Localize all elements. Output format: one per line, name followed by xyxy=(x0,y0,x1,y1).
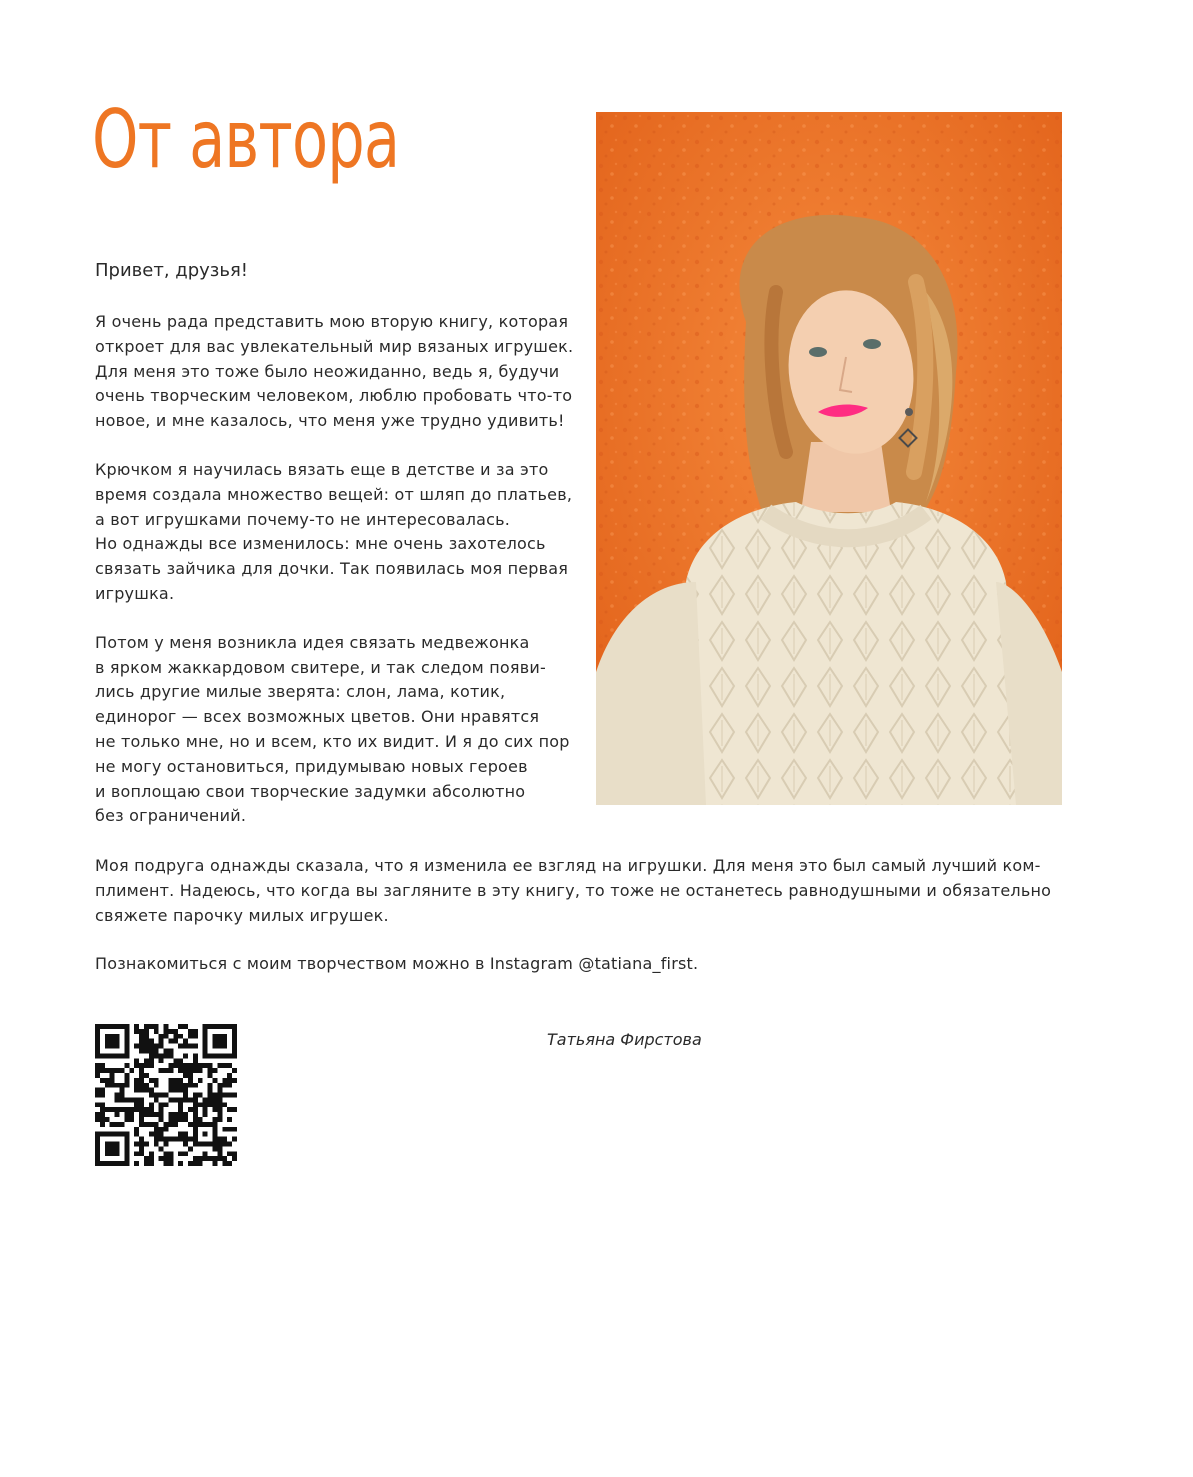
text-line: связать зайчика для дочки. Так появилась моя первая xyxy=(95,559,569,579)
paragraph xyxy=(95,631,575,829)
text-line: Потом у меня возникла идея связать медвежонка xyxy=(95,632,530,652)
text-line: Для меня это тоже было неожиданно, ведь я, будучи xyxy=(95,361,560,381)
paragraph xyxy=(95,952,1095,977)
text-line: Но однажды все изменилось: мне очень захотелось xyxy=(95,534,546,554)
greeting: Привет, друзья! xyxy=(95,260,249,281)
text-line: лись другие милые зверята: слон, лама, котик, xyxy=(95,682,506,702)
text-line: Крючком я научилась вязать еще в детстве и за это xyxy=(95,459,549,479)
instagram-qr-code xyxy=(95,1024,237,1166)
text-line: а вот игрушками почему-то не интересовалась. xyxy=(95,509,511,529)
text-line: очень творческим человеком, люблю пробовать что-то xyxy=(95,386,573,406)
text-line: не только мне, но и всем, кто их видит. И я до сих пор xyxy=(95,731,570,751)
closing-text xyxy=(95,854,1095,1001)
text-line: в ярком жаккардовом свитере, и так следом появи- xyxy=(95,657,546,677)
text-line: время создала множество вещей: от шляп до платьев, xyxy=(95,484,573,504)
paragraph xyxy=(95,458,575,607)
author-portrait-photo xyxy=(596,112,1062,805)
instagram-line: Познакомиться с моим творчеством можно в Instagram @tatiana_first. xyxy=(95,954,699,974)
author-signature: Татьяна Фирстова xyxy=(547,1030,702,1049)
text-line: и воплощаю свои творческие задумки абсолютно xyxy=(95,781,526,801)
text-line: Я очень рада представить мою вторую книгу, которая xyxy=(95,312,569,331)
paragraph xyxy=(95,854,1095,928)
page-title: От автора xyxy=(92,93,400,186)
text-line: не могу остановиться, придумываю новых героев xyxy=(95,756,528,776)
text-line: новое, и мне казалось, что меня уже трудно удивить! xyxy=(95,411,565,431)
paragraph xyxy=(95,310,575,434)
text-line: без ограничений. xyxy=(95,806,247,826)
text-line: игрушка. xyxy=(95,583,175,603)
text-line: плимент. Надеюсь, что когда вы загляните в эту книгу, то тоже не останетесь равнодушными и обязательно xyxy=(95,880,1052,900)
text-line: свяжете парочку милых игрушек. xyxy=(95,905,389,925)
text-line: откроет для вас увлекательный мир вязаных игрушек. xyxy=(95,336,574,356)
text-line: единорог — всех возможных цветов. Они нравятся xyxy=(95,707,540,727)
text-line: Моя подруга однажды сказала, что я изменила ее взгляд на игрушки. Для меня это был самый лучший ком- xyxy=(95,856,1041,875)
intro-text-column xyxy=(95,310,575,853)
